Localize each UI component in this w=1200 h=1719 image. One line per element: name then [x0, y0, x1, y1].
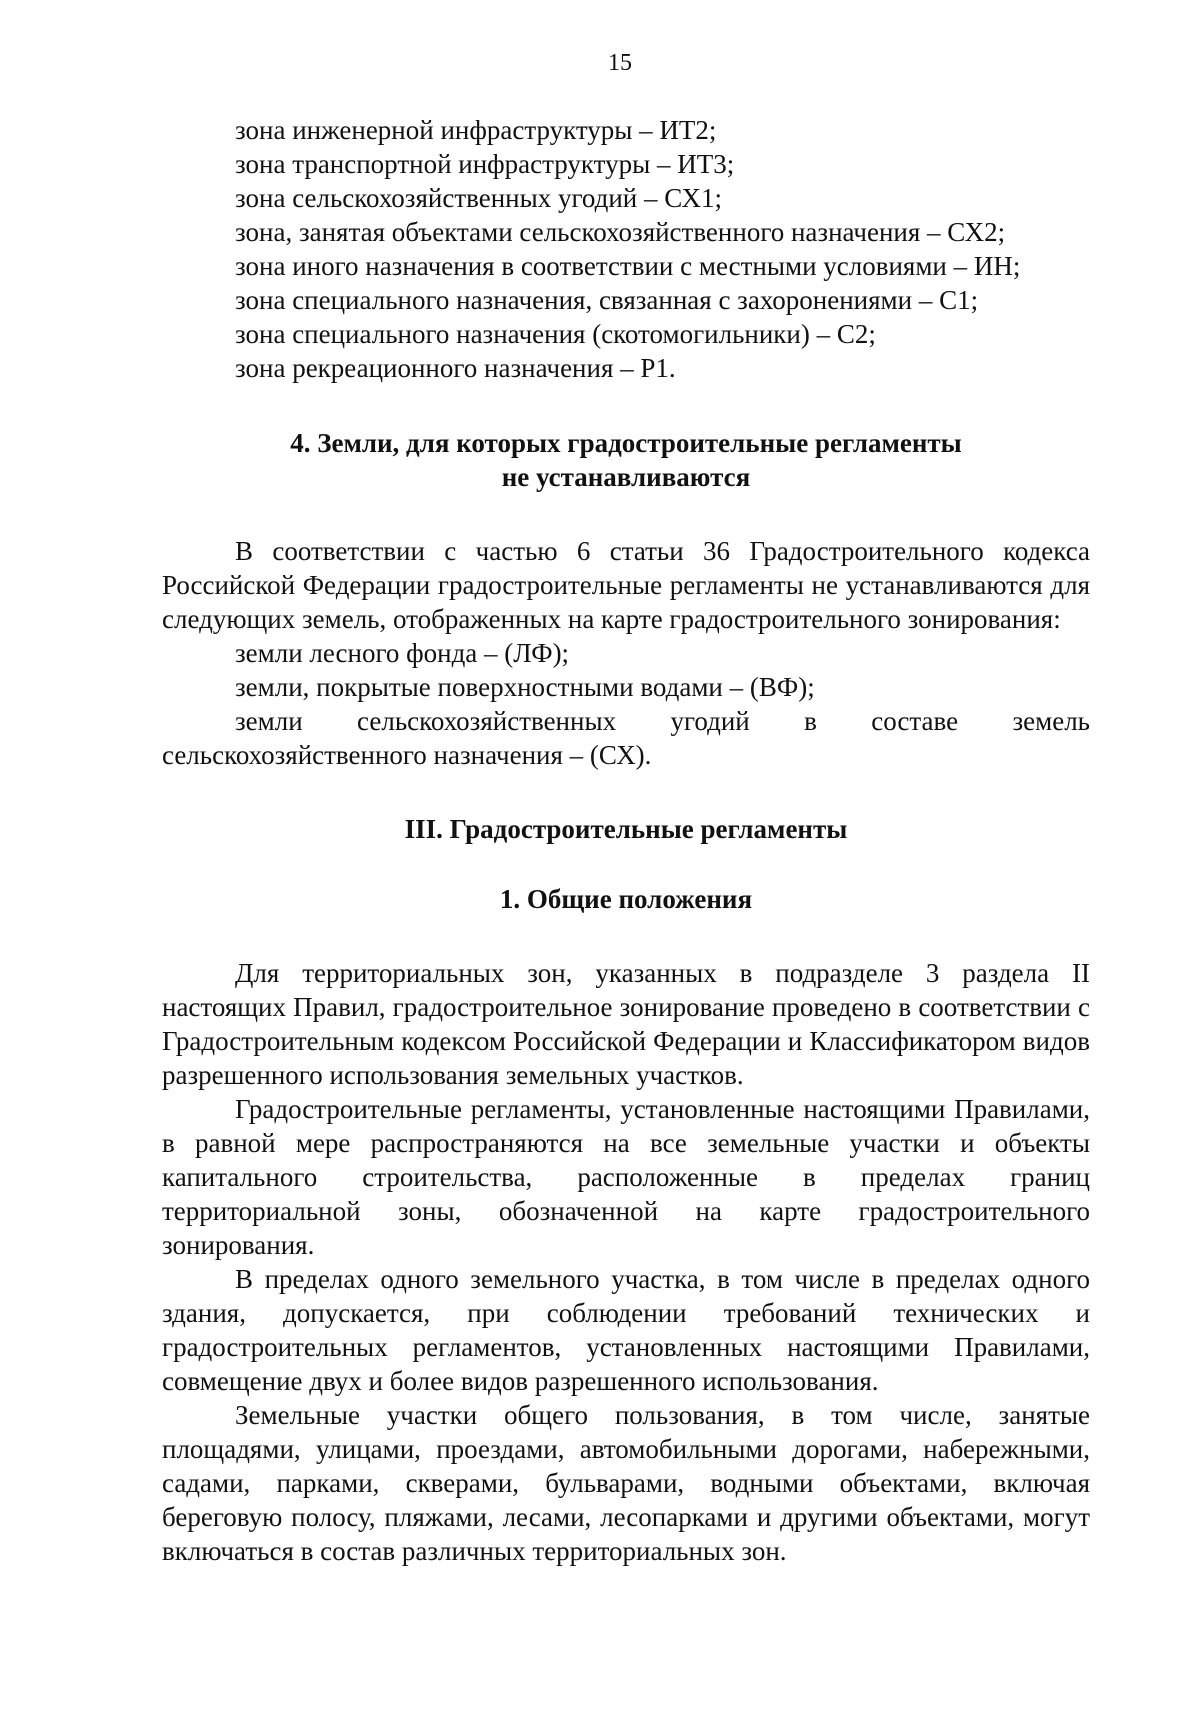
subsection-1-heading: 1. Общие положения	[499, 884, 753, 914]
spacer	[162, 846, 1090, 882]
section-3-heading: III. Градостроительные регламенты	[404, 814, 848, 844]
section-4-item: земли лесного фонда – (ЛФ);	[235, 638, 570, 668]
page-content	[162, 113, 1090, 1568]
zone-list-item: зона специального назначения (скотомогильники) – С2;	[235, 319, 876, 349]
zone-list-item: зона специального назначения, связанная с захоронениями – С1;	[235, 285, 979, 315]
spacer	[162, 494, 1090, 534]
section-4-title-line-2: не устанавливаются	[501, 462, 751, 492]
section-4-item: земли сельскохозяйственных угодий в составе земель сельскохозяйственного назначения – (СХ).	[162, 706, 1090, 770]
zone-list-item: зона сельскохозяйственных угодий – СХ1;	[235, 183, 723, 213]
zone-list-item: зона, занятая объектами сельскохозяйственного назначения – СХ2;	[235, 217, 1006, 247]
zone-list-item: зона инженерной инфраструктуры – ИТ2;	[235, 115, 717, 145]
section-4-item: земли, покрытые поверхностными водами – (ВФ);	[235, 672, 815, 702]
section-4-heading	[162, 426, 1090, 494]
subsection-1-paragraph: Для территориальных зон, указанных в подразделе 3 раздела II настоящих Правил, градостроительное зонирование проведено в соответствии с Градостроительным кодексом Российской Федерации и Классификатором видов разрешенного использования земельных участков.	[162, 958, 1090, 1090]
zone-list	[162, 113, 1090, 385]
zone-list-item: зона иного назначения в соответствии с местными условиями – ИН;	[235, 251, 1021, 281]
spacer	[162, 385, 1090, 426]
spacer	[162, 772, 1090, 812]
subsection-1-paragraph: В пределах одного земельного участка, в том числе в пределах одного здания, допускается, при соблюдении требований технических и градостроительных регламентов, установленных настоящими Правилами, совмещение двух и более видов разрешенного использования.	[162, 1264, 1090, 1396]
zone-list-item: зона рекреационного назначения – Р1.	[235, 353, 676, 383]
section-4-title-line-1: 4. Земли, для которых градостроительные регламенты	[290, 428, 962, 458]
subsection-1-paragraph: Земельные участки общего пользования, в том числе, занятые площадями, улицами, проездами, автомобильными дорогами, набережными, садами, парками, скверами, бульварами, водными объектами, включая береговую полосу, пляжами, лесами, лесопарками и другими объектами, могут включаться в состав различных территориальных зон.	[162, 1400, 1090, 1566]
subsection-1-paragraph: Градостроительные регламенты, установленные настоящими Правилами, в равной мере распространяются на все земельные участки и объекты капитального строительства, расположенные в пределах границ территориальной зоны, обозначенной на карте градостроительного зонирования.	[162, 1094, 1090, 1260]
section-4-intro: В соответствии с частью 6 статьи 36 Градостроительного кодекса Российской Федерации градостроительные регламенты не устанавливаются для следующих земель, отображенных на карте градостроительного зонирования:	[162, 536, 1090, 634]
page-number: 15	[608, 50, 632, 76]
spacer	[162, 916, 1090, 956]
zone-list-item: зона транспортной инфраструктуры – ИТ3;	[235, 149, 735, 179]
